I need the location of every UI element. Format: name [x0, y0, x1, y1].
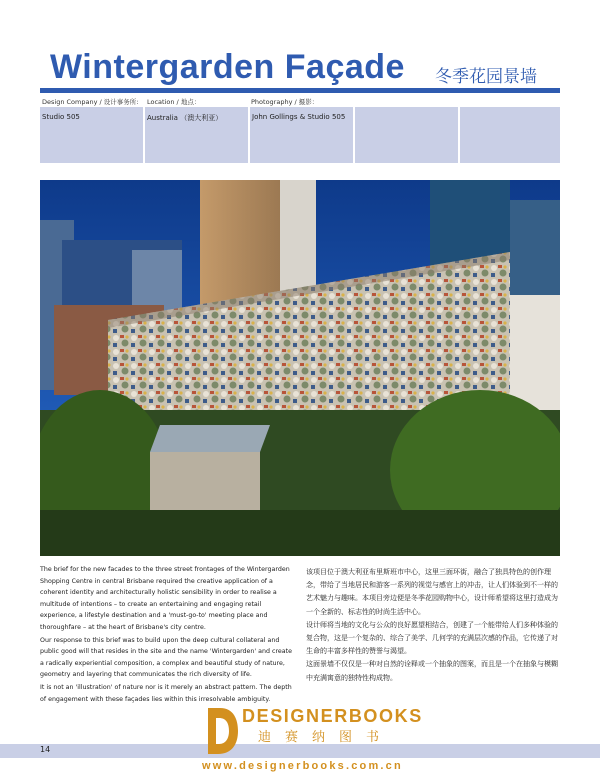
page-number: 14: [40, 745, 51, 754]
body-en-paragraph-1: The brief for the new facades to the three street frontages of the Wintergarden Shopping Centre in central Brisbane required the creative application of a coherent identity and architecturally holistic sensibility in order to realise a multitude of intentions – to create an entertaining and engaging retail experience, a lifestyle destination and a 'must-go-to' meeting place and thoroughfare – at the heart of Brisbane's city centre.: [40, 566, 290, 631]
building-facade-photo: [40, 180, 560, 556]
logo-url: www.designerbooks.com.cn: [202, 760, 403, 772]
title-rule: [40, 88, 560, 93]
body-en-paragraph-2: Our response to this brief was to build upon the deep cultural collateral and public good will that resides in the site and the name 'Wintergarden' and create a radically experiential composition, a complex and beautiful study of nature, geometry and layering that communicates the rich diversity of life.: [40, 636, 292, 679]
body-text-chinese: [306, 566, 560, 685]
body-cn-paragraph-2: 设计师将当地的文化与公众的良好愿望相结合，创建了一个能带给人们多种体验的复合物，这是一个复杂的、综合了美学、几何学的充满层次感的作品，它传递了对生命的丰富多样性的赞誉与渴望。: [306, 620, 558, 656]
logo-wordmark-chinese: 迪赛纳图书: [258, 730, 394, 745]
footer-band: [0, 744, 600, 758]
page-header: [40, 48, 560, 88]
body-text-english: [40, 564, 294, 706]
info-header-photography: Photography / 摄影：: [251, 98, 319, 106]
info-value-location: Australia （澳大利亚）: [145, 107, 248, 163]
body-cn-paragraph-3: 这面景墙不仅仅是一种对自然的诠释或一个抽象的图案，而且是一个在抽象与模糊中充满寓意的独特性构成物。: [306, 660, 558, 682]
page-title: Wintergarden Façade: [50, 48, 405, 86]
facade-photo-illustration: [40, 180, 560, 556]
info-header-location: Location / 地点：: [147, 98, 201, 106]
info-value-design-company: Studio 505: [40, 107, 143, 163]
designerbooks-logo-icon: [206, 706, 240, 756]
info-value-photography: John Gollings & Studio 505: [250, 107, 353, 163]
body-cn-paragraph-1: 该项目位于澳大利亚布里斯班市中心，这里三面环街，融合了独具特色的创作理念，带给了当地居民和游客一系列的视觉与感官上的冲击，让人们体验到不一样的艺术魅力与趣味。本项目旁边便是冬季花园购物中心，设计师希望将这里打造成为一个全新的、标志性的时尚生活中心。: [306, 568, 558, 616]
info-value-empty-2: [460, 107, 560, 163]
project-info-grid: [40, 107, 560, 163]
page-title-chinese: 冬季花园景墙: [435, 67, 537, 87]
info-header-design-company: Design Company / 设计事务所:: [42, 98, 139, 106]
body-en-paragraph-3: It is not an 'illustration' of nature nor is it merely an abstract pattern. The depth of engagement with these façades lies within this irresolvable ambiguity.: [40, 683, 292, 703]
logo-wordmark: DESIGNERBOOKS: [242, 706, 423, 726]
info-value-empty-1: [355, 107, 458, 163]
